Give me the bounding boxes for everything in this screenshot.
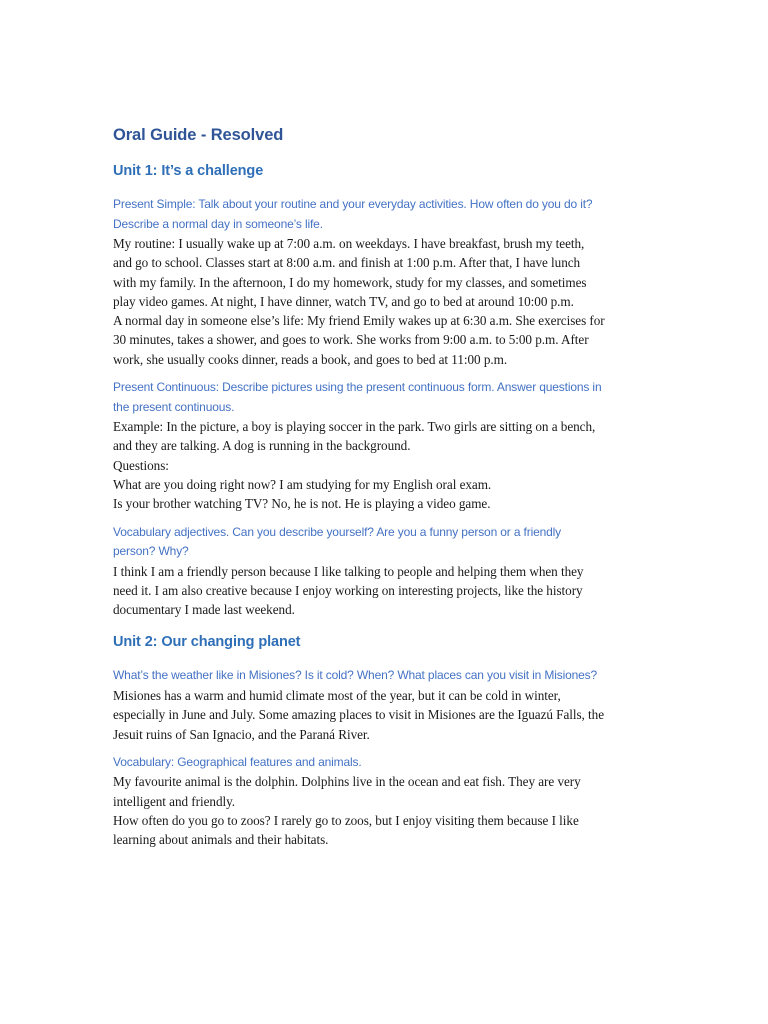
section-answer xyxy=(113,562,658,620)
section-answer xyxy=(113,234,658,369)
prompt-line: person? Why? xyxy=(113,544,189,559)
answer-line: play video games. At night, I have dinner, watch TV, and go to bed at around 10:00 p.m. xyxy=(113,293,574,309)
answer-line: A normal day in someone else’s life: My friend Emily wakes up at 6:30 a.m. She exercises for xyxy=(113,313,605,329)
section-prompt xyxy=(113,195,658,234)
section-answer xyxy=(113,686,658,744)
answer-line: Is your brother watching TV? No, he is not. He is playing a video game. xyxy=(113,496,491,512)
unit-2-section-geographical-vocabulary xyxy=(113,753,658,850)
answer-line: work, she usually cooks dinner, reads a book, and goes to bed at 11:00 p.m. xyxy=(113,351,508,367)
answer-line: My favourite animal is the dolphin. Dolphins live in the ocean and eat fish. They are very xyxy=(113,774,581,790)
answer-line: and go to school. Classes start at 8:00 a.m. and finish at 1:00 p.m. After that, I have lunch xyxy=(113,255,581,271)
answer-line: Misiones has a warm and humid climate most of the year, but it can be cold in winter, xyxy=(113,687,561,703)
answer-line: with my family. In the afternoon, I do my homework, study for my classes, and sometimes xyxy=(113,274,587,290)
answer-line: need it. I am also creative because I enjoy working on interesting projects, like the history xyxy=(113,582,583,598)
answer-line: documentary I made last weekend. xyxy=(113,602,295,618)
answer-line: and they are talking. A dog is running in the background. xyxy=(113,438,411,454)
prompt-line: Present Continuous: Describe pictures using the present continuous form. Answer questions in xyxy=(113,380,602,395)
unit-2-title: Unit 2: Our changing planet xyxy=(113,634,301,651)
section-prompt xyxy=(113,378,658,417)
prompt-line: Vocabulary adjectives. Can you describe yourself? Are you a funny person or a friendly xyxy=(113,524,562,539)
answer-line: Example: In the picture, a boy is playing soccer in the park. Two girls are sitting on a bench, xyxy=(113,419,596,435)
prompt-line: Describe a normal day in someone’s life. xyxy=(113,216,323,231)
answer-line: My routine: I usually wake up at 7:00 a.m. on weekdays. I have breakfast, brush my teeth, xyxy=(113,236,585,251)
prompt-line: Vocabulary: Geographical features and animals. xyxy=(113,754,362,769)
section-prompt xyxy=(113,753,658,773)
section-answer xyxy=(113,772,658,849)
unit-1-section-present-simple xyxy=(113,195,658,369)
prompt-line: Present Simple: Talk about your routine and your everyday activities. How often do you do it? xyxy=(113,197,593,211)
answer-line: What are you doing right now? I am studying for my English oral exam. xyxy=(113,476,492,492)
prompt-line: the present continuous. xyxy=(113,399,235,414)
document-title: Oral Guide - Resolved xyxy=(113,126,284,144)
answer-line: 30 minutes, takes a shower, and goes to work. She works from 9:00 a.m. to 5:00 p.m. After xyxy=(113,332,589,348)
answer-line: How often do you go to zoos? I rarely go to zoos, but I enjoy visiting them because I like xyxy=(113,812,579,828)
answer-line: Jesuit ruins of San Ignacio, and the Paraná River. xyxy=(113,726,370,742)
answer-line: I think I am a friendly person because I like talking to people and helping them when they xyxy=(113,563,584,579)
document-page xyxy=(113,122,658,850)
unit-1-title: Unit 1: It’s a challenge xyxy=(113,163,264,179)
answer-line: especially in June and July. Some amazing places to visit in Misiones are the Iguazú Falls, the xyxy=(113,707,605,723)
prompt-line: What’s the weather like in Misiones? Is it cold? When? What places can you visit in Misiones? xyxy=(113,668,598,683)
unit-1-section-vocabulary-adjectives xyxy=(113,523,658,620)
section-prompt xyxy=(113,523,658,562)
section-answer xyxy=(113,417,658,513)
unit-1-section-present-continuous xyxy=(113,378,658,513)
answer-line: intelligent and friendly. xyxy=(113,793,236,809)
section-prompt xyxy=(113,666,658,686)
answer-line: learning about animals and their habitats. xyxy=(113,832,329,848)
answer-line: Questions: xyxy=(113,457,169,473)
unit-2-section-weather-misiones xyxy=(113,666,658,743)
